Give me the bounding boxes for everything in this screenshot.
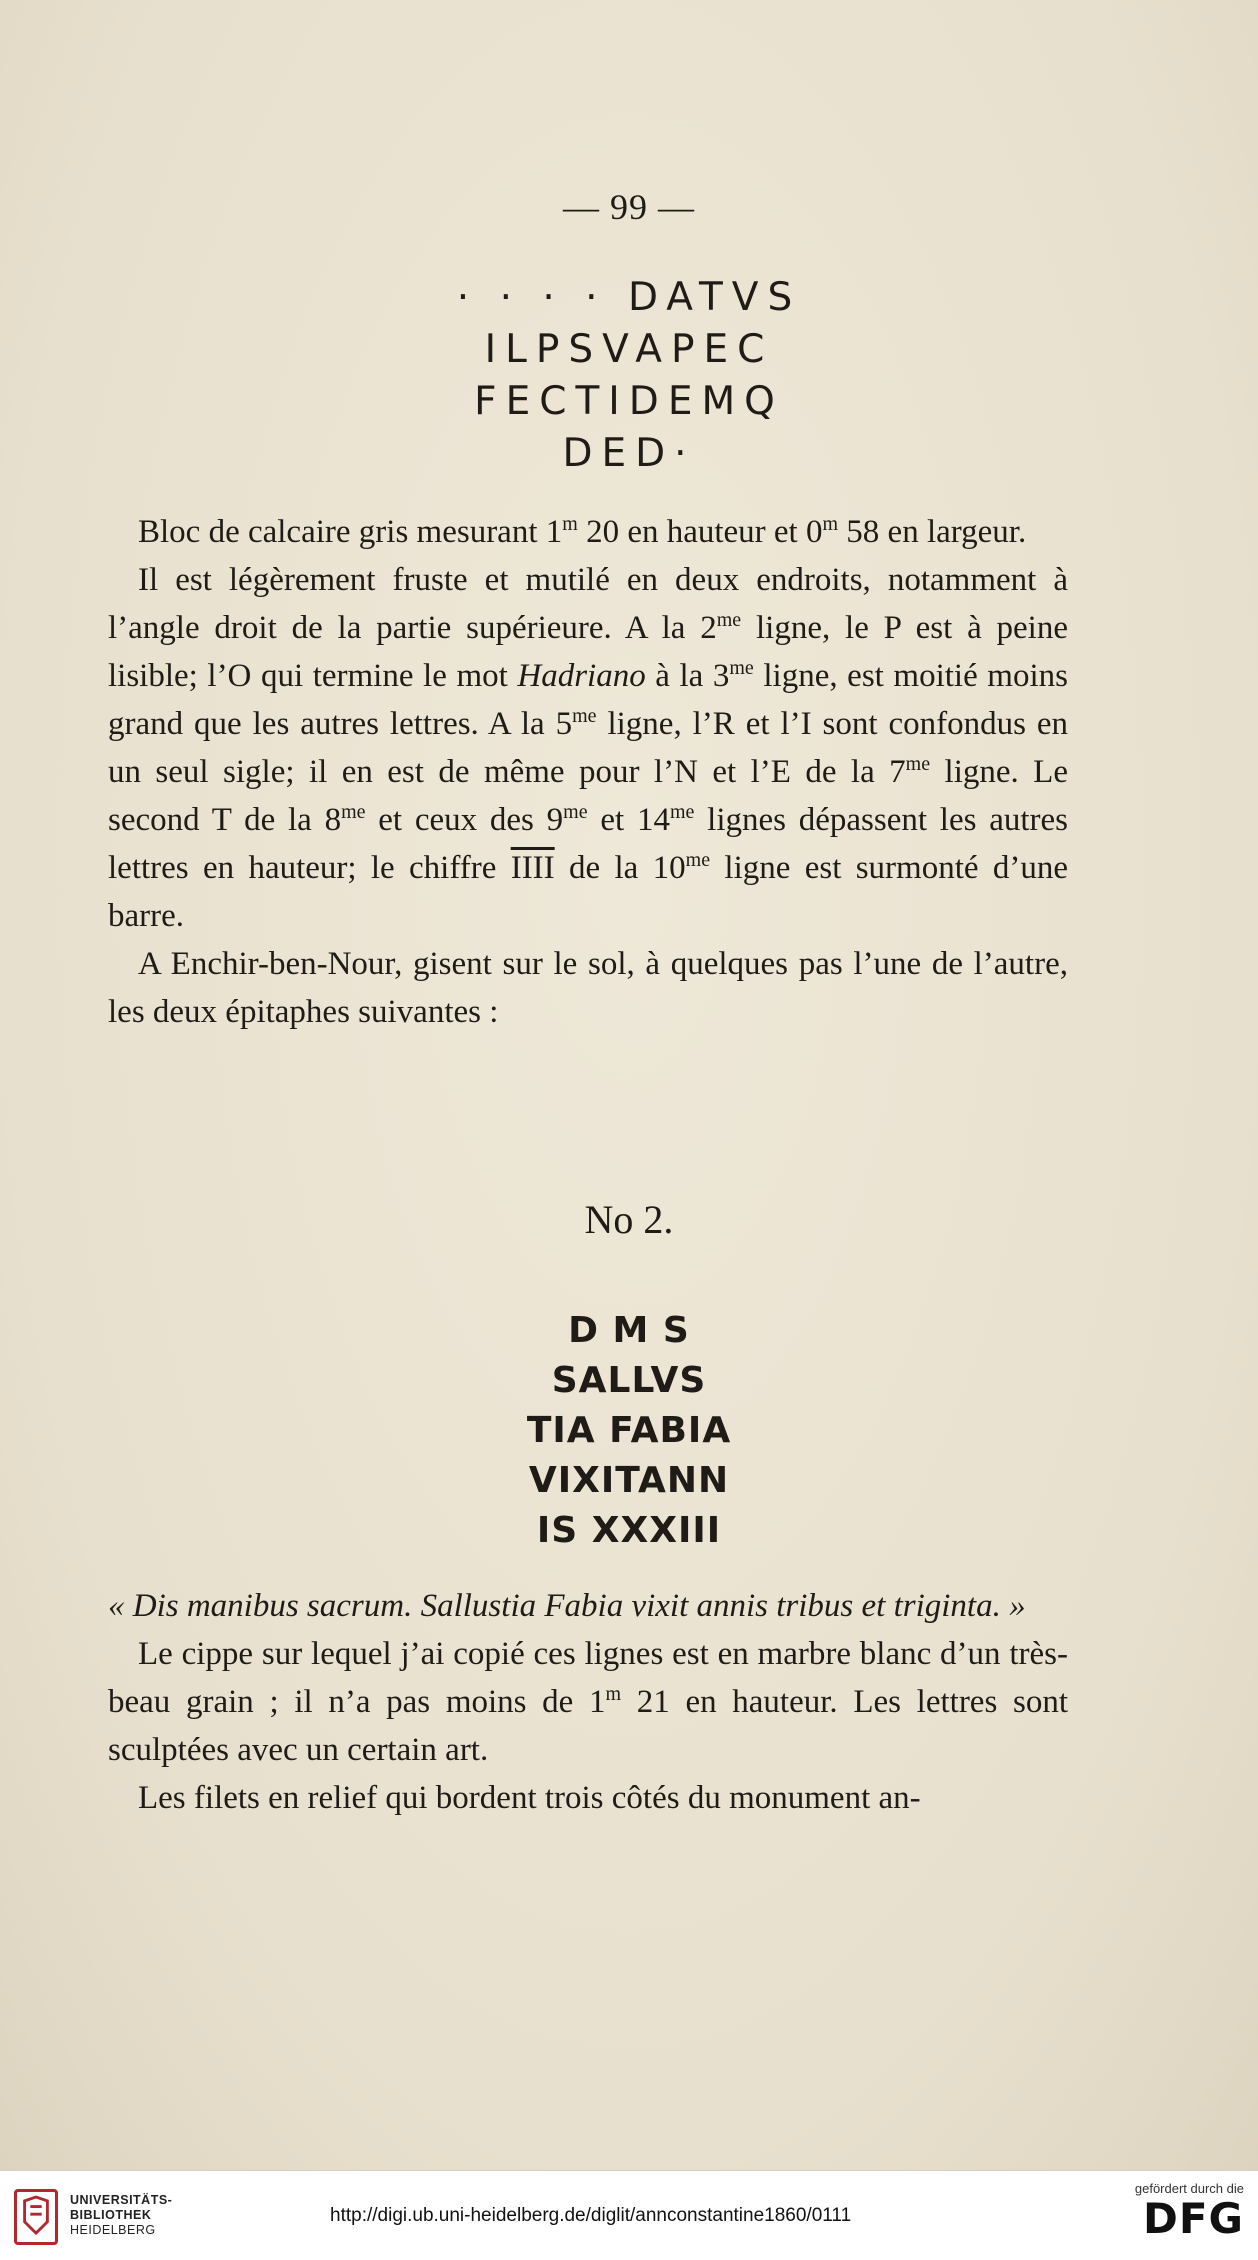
paragraph-location: A Enchir-ben-Nour, gisent sur le sol, à quelques pas l’une de l’autre, les deux épitaphes suivantes : — [108, 946, 1068, 1030]
section-heading: No 2. — [584, 1197, 674, 1242]
library-name-line: HEIDELBERG — [70, 2223, 156, 2237]
inscription-sallustia — [0, 1306, 1258, 1556]
inscription-line: ILPSVAPEC — [484, 327, 774, 372]
funded-by-label: gefördert durch die — [1134, 2181, 1244, 2196]
paragraph-filets: Les filets en relief qui bordent trois côtés du monument an- — [138, 1780, 921, 1816]
inscription-line: · · · · DATVS — [456, 275, 802, 320]
latin-translation: « Dis manibus sacrum. Sallustia Fabia vixit annis tribus et triginta. » — [108, 1588, 1026, 1624]
inscription-line: SALLVS — [551, 1360, 707, 1401]
permalink-url[interactable]: http://digi.ub.uni-heidelberg.de/diglit/annconstantine1860/0111 — [330, 2205, 852, 2226]
library-name-line: BIBLIOTHEK — [70, 2208, 152, 2222]
sponsor — [1135, 2181, 1244, 2242]
paragraph-dimensions: Bloc de calcaire gris mesurant 1$^m$ 20 en hauteur et 0$^m$ 58 en largeur. — [138, 513, 1027, 550]
inscription-line: IS XXXIII — [536, 1510, 722, 1551]
text-block-2 — [108, 1582, 1068, 1822]
inscription-line: VIXITANN — [528, 1460, 730, 1501]
inscription-line: D M S — [568, 1310, 690, 1351]
footer-bar — [0, 2170, 1258, 2260]
paragraph-description: Il est légèrement fruste et mutilé en deux endroits, notamment à l’angle droit de la partie supérieure. A la $2^{me}$ ligne, le P est à peine lisible; l’O qui termine le mot Hadriano à la $3^{me}$ ligne, est moitié moins grand que les autres lettres. A la $5^{me}$ ligne, l’R et l’I sont confondus en un seul sigle; il en est de même pour l’N et l’E de la $7^{me}$ ligne. Le second T de la $8^{me}$ et ceux des $9^{me}$ et $14^{me}$ lignes dépassent les autres lettres en hauteur; le chiffre IIII de la $10^{me}$ ligne est surmonté d’une barre. — [108, 562, 1068, 934]
text-block-1 — [108, 508, 1068, 1036]
inscription-line: TIA FABIA — [526, 1410, 732, 1451]
dfg-logo[interactable]: DFG — [1142, 2194, 1244, 2243]
inscription-line: FECTIDEMQ — [474, 379, 784, 424]
library-name-line: UNIVERSITÄTS- — [70, 2193, 173, 2207]
library-name[interactable] — [70, 2193, 172, 2238]
page-number: — 99 — — [563, 187, 695, 227]
inscription-line: DED· — [562, 431, 696, 476]
inscription-datus — [0, 272, 1258, 480]
university-library-logo-icon[interactable] — [14, 2189, 58, 2245]
paragraph-cippe: Le cippe sur lequel j’ai copié ces lignes est en marbre blanc d’un très-beau grain ; il n’a pas moins de 1$^m$ 21 en hauteur. Les lettres sont sculptées avec un certain art. — [108, 1636, 1068, 1768]
